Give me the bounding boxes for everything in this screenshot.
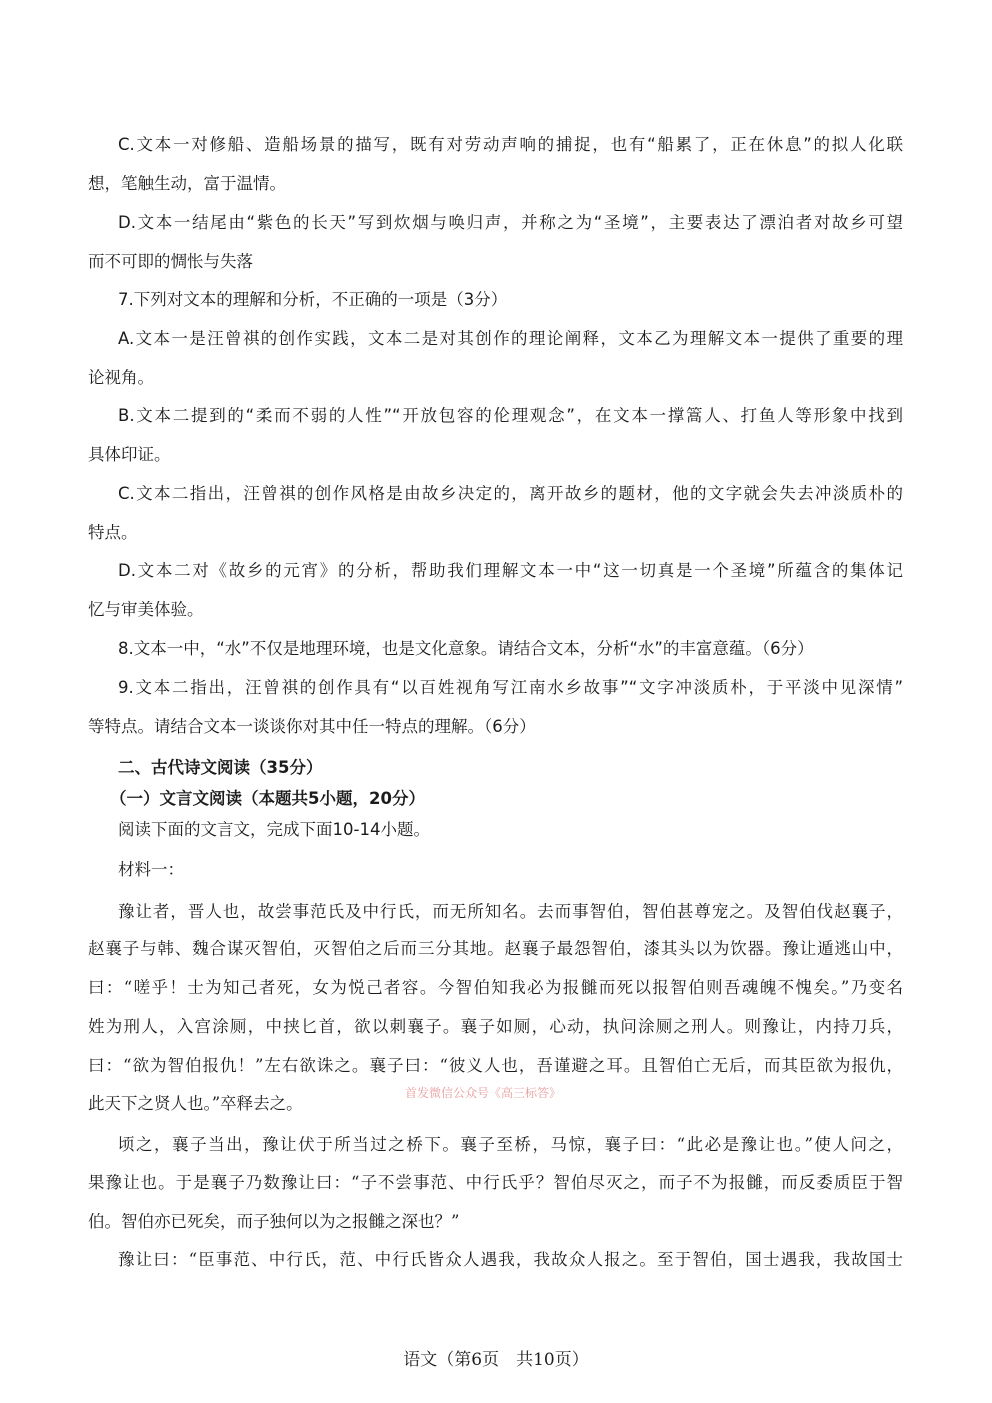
passage-line: 豫让者，晋人也，故尝事范氏及中行氏，而无所知名。去而事智伯，智伯甚尊宠之。及智伯伐赵襄子， — [118, 902, 903, 921]
q7-option-a: A.文本一是汪曾祺的创作实践，文本二是对其创作的理论阐释，文本乙为理解文本一提供了重要的理 — [118, 329, 903, 348]
question-9: 9.文本二指出，汪曾祺的创作具有“以百姓视角写江南水乡故事”“文字冲淡质朴，于平淡中见深情” — [118, 678, 903, 697]
page-footer: 语文（第6页 共10页） — [403, 1350, 589, 1370]
passage-line: 豫让曰：“臣事范、中行氏，范、中行氏皆众人遇我，我故众人报之。至于智伯，国士遇我，我故国士 — [118, 1250, 903, 1269]
passage-line: 此天下之贤人也。”卒释去之。 — [88, 1094, 303, 1113]
passage-line: 赵襄子与韩、魏合谋灭智伯，灭智伯之后而三分其地。赵襄子最怨智伯，漆其头以为饮器。豫让遁逃山中， — [88, 939, 903, 958]
question-9-cont: 等特点。请结合文本一谈谈你对其中任一特点的理解。（6分） — [88, 717, 536, 736]
q7-option-c-cont: 特点。 — [88, 523, 138, 542]
q7-option-d-cont: 忆与审美体验。 — [88, 600, 204, 619]
q7-option-c: C.文本二指出，汪曾祺的创作风格是由故乡决定的，离开故乡的题材，他的文字就会失去冲淡质朴的 — [118, 484, 903, 503]
option-d-text-cont: 而不可即的惆怅与失落 — [88, 252, 253, 271]
material-label: 材料一： — [118, 860, 184, 879]
passage-line: 果豫让也。于是襄子乃数豫让曰：“子不尝事范、中行氏乎？智伯尽灭之，而子不为报雠，而反委质臣于智 — [88, 1173, 903, 1192]
passage-line: 顷之，襄子当出，豫让伏于所当过之桥下。襄子至桥，马惊，襄子曰：“此必是豫让也。”使人问之， — [118, 1135, 903, 1154]
instructions: 阅读下面的文言文，完成下面10-14小题。 — [118, 820, 430, 839]
section-heading: 二、古代诗文阅读（35分） — [118, 758, 323, 777]
question-8: 8.文本一中，“水”不仅是地理环境，也是文化意象。请结合文本，分析“水”的丰富意蕴。（6分） — [118, 639, 814, 658]
question-7: 7.下列对文本的理解和分析，不正确的一项是（3分） — [118, 290, 508, 309]
q7-option-a-cont: 论视角。 — [88, 368, 154, 387]
option-c-text-cont: 想，笔触生动，富于温情。 — [88, 174, 286, 193]
passage-line: 曰：“欲为智伯报仇！”左右欲诛之。襄子曰：“彼义人也，吾谨避之耳。且智伯亡无后，而其臣欲为报仇， — [88, 1056, 903, 1075]
q7-option-b: B.文本二提到的“柔而不弱的人性”“开放包容的伦理观念”，在文本一撑篙人、打鱼人等形象中找到 — [118, 406, 903, 425]
subsection-heading: （一）文言文阅读（本题共5小题，20分） — [110, 789, 425, 808]
option-d-text: D.文本一结尾由“紫色的长天”写到炊烟与唤归声，并称之为“圣境”，主要表达了漂泊者对故乡可望 — [118, 213, 903, 232]
passage-line: 伯。智伯亦已死矣，而子独何以为之报雠之深也？” — [88, 1212, 460, 1231]
passage-line: 曰：“嗟乎！士为知己者死，女为悦己者容。今智伯知我必为报雠而死以报智伯则吾魂魄不愧矣。”乃变名 — [88, 978, 903, 997]
q7-option-b-cont: 具体印证。 — [88, 445, 171, 464]
passage-line: 姓为刑人，入宫涂厕，中挟匕首，欲以刺襄子。襄子如厕，心动，执问涂厕之刑人。则豫让，内持刀兵， — [88, 1017, 903, 1036]
option-c-text: C.文本一对修船、造船场景的描写，既有对劳动声响的捕捉，也有“船累了，正在休息”的拟人化联 — [118, 135, 903, 154]
q7-option-d: D.文本二对《故乡的元宵》的分析，帮助我们理解文本一中“这一切真是一个圣境”所蕴含的集体记 — [118, 561, 903, 580]
watermark: 首发微信公众号《高三标答》 — [405, 1086, 562, 1100]
